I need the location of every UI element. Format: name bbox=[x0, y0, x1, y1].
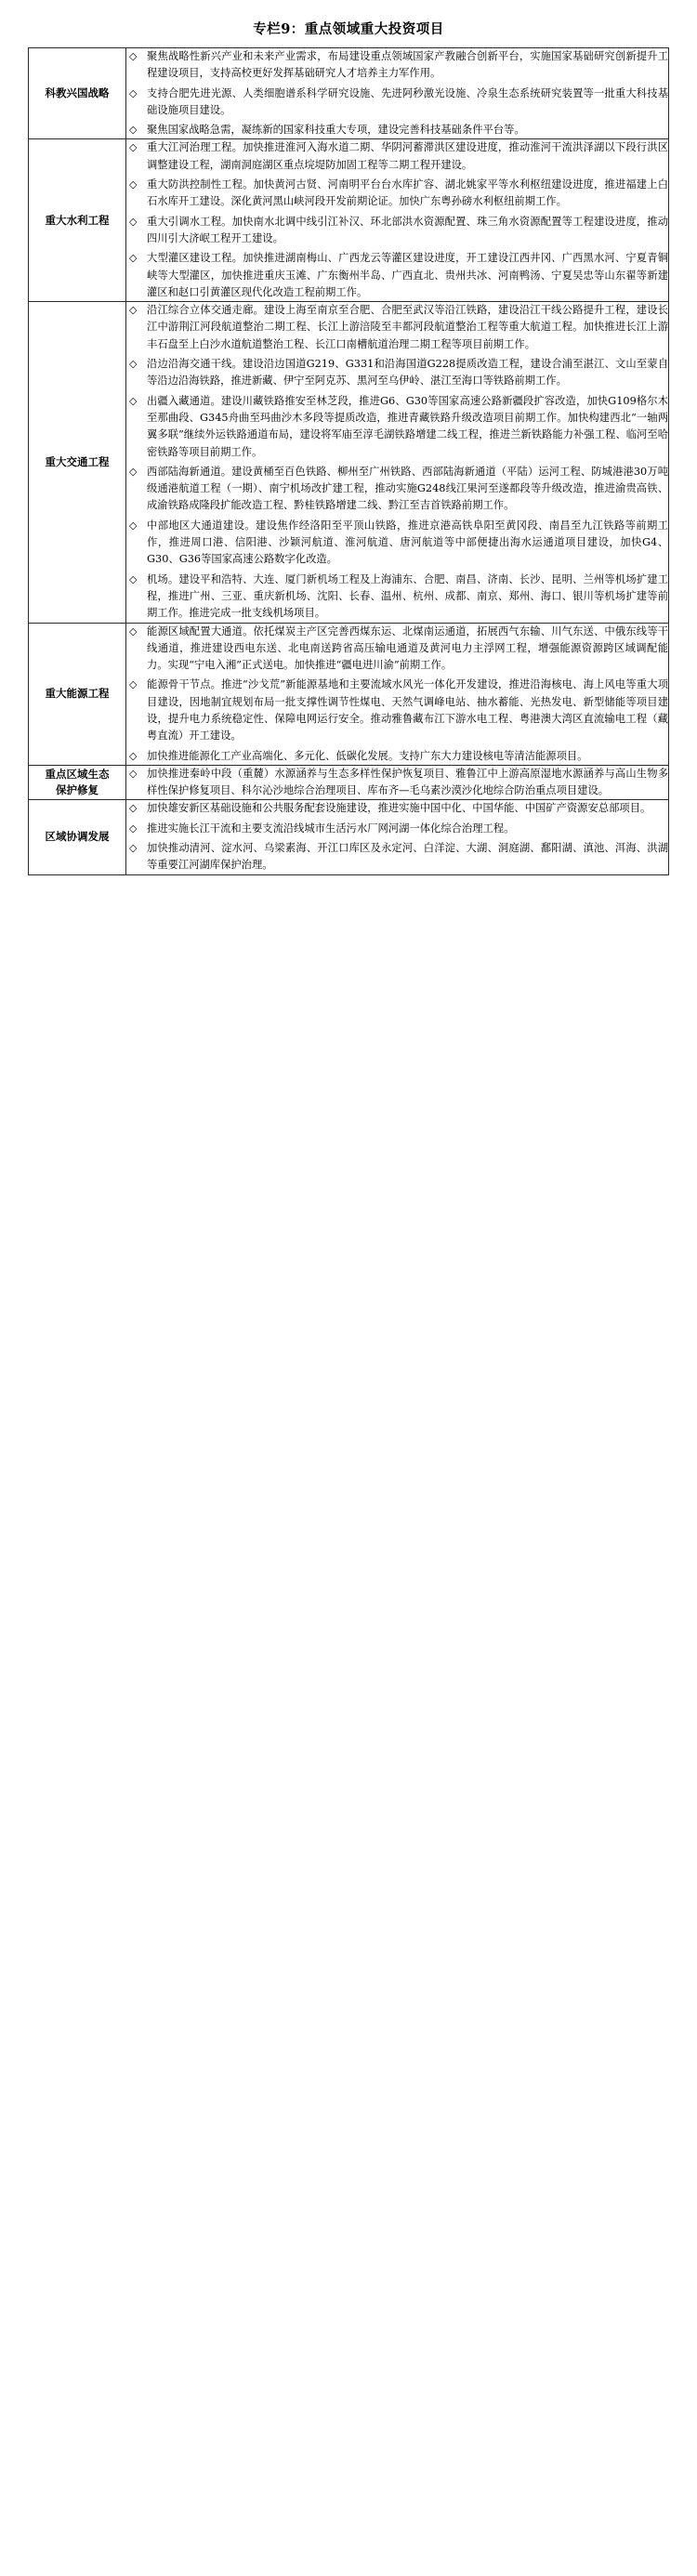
list-item bbox=[126, 177, 668, 211]
list-item-text: 重大江河治理工程。加快推进淮河入海水道二期、华阴河蓄滞洪区建设进度，推动淮河干流洪泽湖以下段行洪区调整建设工程，湖南洞庭湖区重点垸堤防加固工程等二期工程开建设。 bbox=[147, 141, 668, 171]
list-item-text: 重大防洪控制性工程。加快黄河古贤、河南明平台台水库扩容、湖北姚家平等水利枢纽建设进度，推进福建上白石水库开工建设。深化黄河黑山峡河段开发前期论证。加快广东粤孙磅水利枢纽前期工作。 bbox=[147, 178, 668, 208]
content-cell bbox=[126, 765, 669, 800]
diamond-bullet-icon: ◇ bbox=[129, 572, 138, 585]
list-item bbox=[126, 214, 668, 248]
list-item bbox=[126, 748, 668, 765]
item-list bbox=[126, 139, 668, 301]
category-line-1: 重点区域生态 bbox=[45, 767, 110, 781]
diamond-bullet-icon: ◇ bbox=[129, 252, 138, 265]
list-item-text: 推进实施长江干流和主要支流沿线城市生活污水厂网河湖一体化综合治理工程。 bbox=[147, 821, 515, 835]
list-item-text: 加快推动清河、淀水河、乌梁素海、开江口库区及永定河、白洋淀、大湖、洞庭湖、鄱阳湖、滇池、洱海、洪湖等重要江河湖库保护治理。 bbox=[147, 842, 668, 872]
diamond-bullet-icon: ◇ bbox=[129, 802, 138, 815]
list-item bbox=[126, 840, 668, 874]
diamond-bullet-icon: ◇ bbox=[129, 304, 138, 317]
page-title: 专栏9：重点领域重大投资项目 bbox=[253, 21, 444, 37]
item-list bbox=[126, 800, 668, 874]
content-cell bbox=[126, 302, 669, 623]
category-cell: 重大交通工程 bbox=[29, 302, 126, 623]
list-item bbox=[126, 821, 668, 837]
list-item bbox=[126, 122, 668, 138]
list-item bbox=[126, 572, 668, 623]
category-cell: 科教兴国战略 bbox=[29, 48, 126, 139]
diamond-bullet-icon: ◇ bbox=[129, 178, 138, 191]
list-item-text: 聚焦战略性新兴产业和未来产业需求，布局建设重点领域国家产教融合创新平台，实施国家基础研究创新提升工程建设项目，支持高校更好发挥基础研究人才培养主力军作用。 bbox=[147, 50, 668, 80]
list-item-text: 机场。建设平和浩特、大连、厦门新机场工程及上海浦东、合肥、南昌、济南、长沙、昆明、兰州等机场扩建工程，推进广州、三亚、重庆新机场、沈阳、长春、温州、杭州、成都、南京、郑州、海口、银川等机场扩建等前期工作。推进完成一批支线机场项目。 bbox=[147, 572, 668, 620]
list-item-text: 沿江综合立体交通走廊。建设上海至南京至合肥、合肥至武汉等沿江铁路，建设沿江干线公路提升工程，建设长江中游荆江河段航道整治二期工程、长江上游涪陵至丰都河段航道整治工程等重大航道工程。加快推进长江上游丰石盘至上白沙水道航道整治工程、长江口南槽航道治理二期工程等项目前期工作。 bbox=[147, 304, 668, 350]
diamond-bullet-icon: ◇ bbox=[129, 519, 138, 532]
list-item-text: 加快雄安新区基础设施和公共服务配套设施建设，推进实施中国中化、中国华能、中国矿产资源安总部项目。 bbox=[147, 802, 651, 815]
content-cell bbox=[126, 48, 669, 139]
diamond-bullet-icon: ◇ bbox=[129, 50, 138, 62]
investment-projects-table bbox=[28, 47, 669, 875]
list-item bbox=[126, 393, 668, 461]
list-item-text: 沿边沿海交通干线。建设沿边国道G219、G331和沿海国道G228提质改造工程，建设合浦至湛江、文山至蒙自等沿边沿海铁路，推进新藏、伊宁至阿克苏、黑河至乌伊岭、湛江至海口等铁路前期工作。 bbox=[147, 358, 668, 388]
list-item bbox=[126, 302, 668, 353]
diamond-bullet-icon: ◇ bbox=[129, 821, 138, 835]
list-item bbox=[126, 518, 668, 569]
list-item bbox=[126, 356, 668, 390]
list-item bbox=[126, 250, 668, 301]
diamond-bullet-icon: ◇ bbox=[129, 86, 138, 99]
list-item bbox=[126, 677, 668, 744]
list-item-text: 支持合肥先进光源、人类细胞谱系科学研究设施、先进阿秒激光设施、冷泉生态系统研究装置等一批重大科技基础设施项目建设。 bbox=[147, 86, 668, 116]
diamond-bullet-icon: ◇ bbox=[129, 141, 138, 154]
table-row bbox=[29, 800, 669, 874]
list-item-text: 出疆入藏通道。建设川藏铁路推安至林芝段，推进G6、G30等国家高速公路新疆段扩容改造，加快G109格尔木至那曲段、G345舟曲至玛曲沙木多段等提质改造，推进青藏铁路升级改造项目前期工作。加快构建西北“一轴两翼多联”继续外运铁路通道布局，建设将军庙至淳毛湖铁路增建二线工程，推进兰新铁路能力补强工程、临河至哈密铁路等项目前期工作。 bbox=[147, 394, 668, 458]
category-cell: 区域协调发展 bbox=[29, 800, 126, 874]
item-list bbox=[126, 766, 668, 800]
document-page bbox=[0, 0, 697, 894]
list-item-text: 能源区域配置大通道。依托煤炭主产区完善西煤东运、北煤南运通道，拓展西气东输、川气东送、中俄东线等干线通道，推进建设西电东送、北电南送跨省高压输电通道及黄河电力主浮网工程，增强能源资源跨区域调配能力。实现“宁电入湘”正式送电。加快推进“疆电进川渝”前期工作。 bbox=[147, 624, 668, 672]
list-item-text: 大型灌区建设工程。加快推进湖南梅山、广西龙云等灌区建设进度，开工建设江西井冈、广西黑水河、宁夏青铜峡等大型灌区，加快推进重庆玉滩、广东衡州半岛、广西直北、贵州共冰、河南鸭汤、宁夏吴忠等山东翟等新建灌区和赵口引黄灌区现代化改造工程前期工作。 bbox=[147, 252, 668, 298]
list-item bbox=[126, 624, 668, 675]
list-item bbox=[126, 139, 668, 174]
list-item-text: 中部地区大通道建设。建设焦作经洛阳至平顶山铁路，推进京港高铁阜阳至黄冈段、南昌至九江铁路等前期工作，推进周口港、信阳港、沙颖河航道、淮河航道、唐河航道等中部便捷出海水运通道项目建设，加快G4、G30、G36等国家高速公路数字化改造。 bbox=[147, 519, 668, 566]
content-cell bbox=[126, 139, 669, 302]
list-item-text: 加快推进能源化工产业高端化、多元化、低碳化发展。支持广东大力建设核电等清洁能源项目。 bbox=[147, 749, 588, 762]
diamond-bullet-icon: ◇ bbox=[129, 749, 138, 762]
list-item bbox=[126, 800, 668, 817]
category-line-2: 保护修复 bbox=[56, 783, 99, 797]
table-body bbox=[29, 48, 669, 875]
list-item-text: 聚焦国家战略急需，凝练新的国家科技重大专项，建设完善科技基础条件平台等。 bbox=[147, 124, 525, 137]
category-cell: 重大能源工程 bbox=[29, 623, 126, 765]
table-row bbox=[29, 48, 669, 139]
content-cell bbox=[126, 623, 669, 765]
list-item-text: 加快推进秦岭中段（重麓）水源涵养与生态多样性保护恢复项目、雅鲁江中上游高原湿地水源涵养与高山生物多样性保护修复项目、科尔沁沙地综合治理项目、库布齐—毛乌素沙漠沙化地综合防治重点项目建设。 bbox=[147, 767, 668, 797]
item-list bbox=[126, 302, 668, 622]
list-item bbox=[126, 85, 668, 120]
list-item-text: 能源骨干节点。推进“沙戈荒”新能源基地和主要流域水风光一体化开发建设，推进沿海核电、海上风电等重大项目建设，因地制宜规划布局一批支撑性调节性煤电、天然气调峰电站、抽水蓄能、光热发电、新型储能等项目建设，提升电力系统稳定性、保障电网运行安全。推动雅鲁藏布江下游水电工程、粤港澳大湾区直流输电工程（藏粤直流）开工建设。 bbox=[147, 678, 668, 743]
table-row bbox=[29, 623, 669, 765]
diamond-bullet-icon: ◇ bbox=[129, 215, 138, 228]
table-row bbox=[29, 139, 669, 302]
table-row bbox=[29, 765, 669, 800]
diamond-bullet-icon: ◇ bbox=[129, 842, 138, 855]
list-item bbox=[126, 766, 668, 800]
diamond-bullet-icon: ◇ bbox=[129, 767, 138, 780]
diamond-bullet-icon: ◇ bbox=[129, 358, 138, 371]
table-row bbox=[29, 302, 669, 623]
diamond-bullet-icon: ◇ bbox=[129, 465, 138, 478]
diamond-bullet-icon: ◇ bbox=[129, 124, 138, 137]
diamond-bullet-icon: ◇ bbox=[129, 678, 138, 691]
diamond-bullet-icon: ◇ bbox=[129, 624, 138, 637]
content-cell bbox=[126, 800, 669, 874]
list-item-text: 西部陆海新通道。建设黄桶至百色铁路、柳州至广州铁路、西部陆海新通道（平陆）运河工程、防城港港30万吨级通港航道工程（一期）、南宁机场改扩建工程，推动实施G248线江果河至遂都段等升级改造，推进渝贵高铁、成渝铁路成隆段扩能改造工程、黔桂铁路增建二线、黔江至吉首铁路前期工作。 bbox=[147, 465, 668, 512]
diamond-bullet-icon: ◇ bbox=[129, 394, 138, 407]
category-cell: 重大水利工程 bbox=[29, 139, 126, 302]
list-item bbox=[126, 464, 668, 515]
list-item bbox=[126, 48, 668, 83]
item-list bbox=[126, 48, 668, 138]
item-list bbox=[126, 624, 668, 765]
list-item-text: 重大引调水工程。加快南水北调中线引江补汉、环北部洪水资源配置、珠三角水资源配置等工程建设进度，推动四川引大济岷工程开工建设。 bbox=[147, 215, 668, 244]
category-cell bbox=[29, 765, 126, 800]
